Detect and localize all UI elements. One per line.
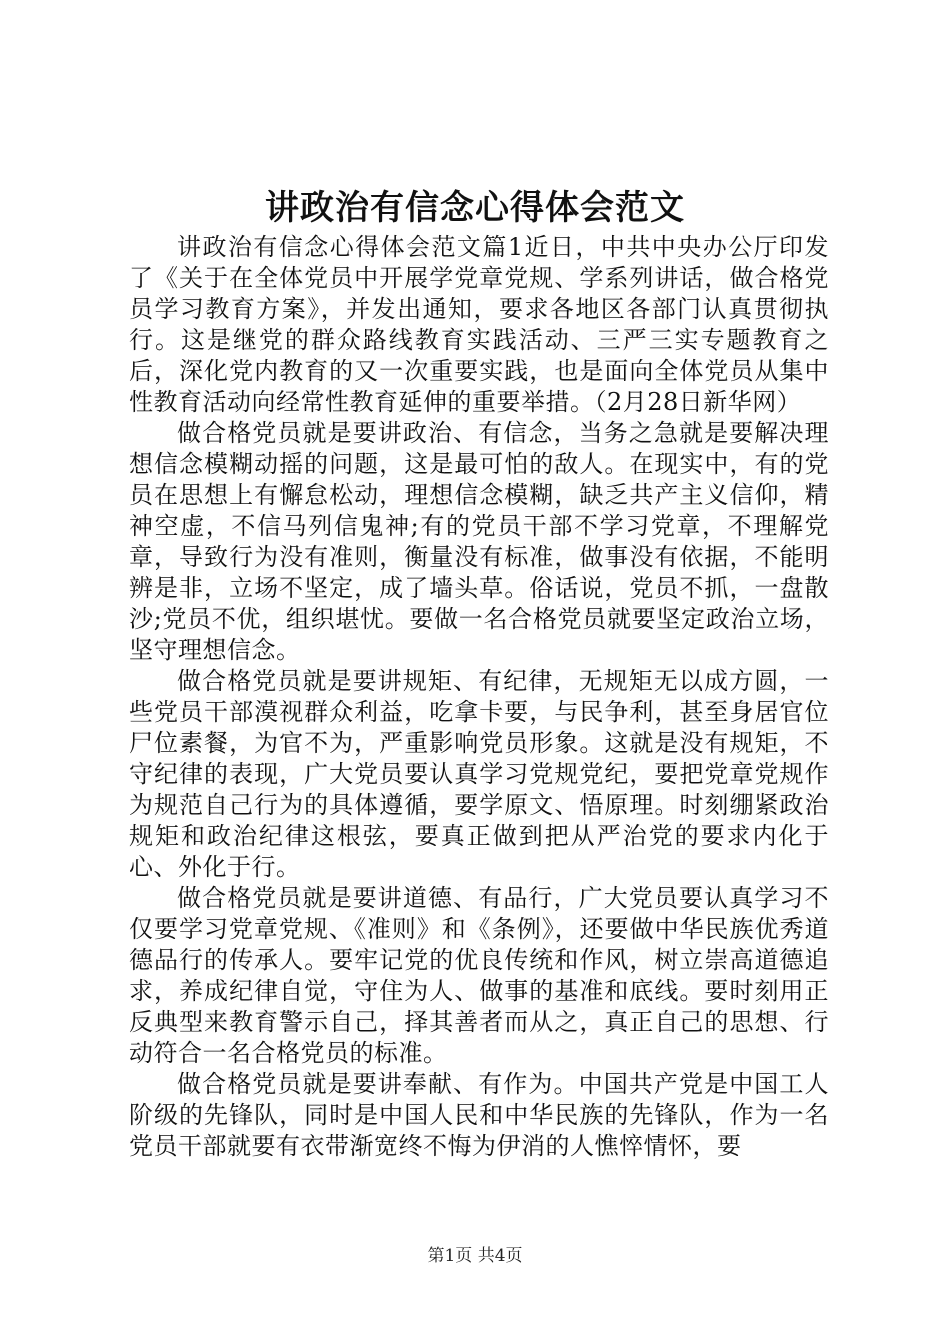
- paragraph-2: 做合格党员就是要讲政治、有信念，当务之急就是要解决理想信念模糊动摇的问题，这是最可怕的敌人。在现实中，有的党员在思想上有懈怠松动，理想信念模糊，缺乏共产主义信仰，精神空虚，不信马列信鬼神;有的党员干部不学习党章，不理解党章，导致行为没有准则，衡量没有标准，做事没有依据，不能明辨是非，立场不坚定，成了墙头草。俗话说，党员不抓，一盘散沙;党员不优，组织堪忧。要做一名合格党员就要坚定政治立场，坚守理想信念。: [129, 419, 829, 664]
- page-number-footer: 第1页 共4页: [427, 1246, 523, 1266]
- paragraph-4: 做合格党员就是要讲道德、有品行，广大党员要认真学习不仅要学习党章党规、《准则》和《条例》，还要做中华民族优秀道德品行的传承人。要牢记党的优良传统和作风，树立崇高道德追求，养成纪律自觉，守住为人、做事的基准和底线。要时刻用正反典型来教育警示自己，择其善者而从之，真正自己的思想、行动符合一名合格党员的标准。: [129, 884, 829, 1067]
- paragraph-5: 做合格党员就是要讲奉献、有作为。中国共产党是中国工人阶级的先锋队，同时是中国人民和中华民族的先锋队，作为一名党员干部就要有衣带渐宽终不悔为伊消的人憔悴情怀，要: [129, 1070, 829, 1160]
- document-body: [129, 232, 829, 1162]
- document-title: 讲政治有信念心得体会范文: [265, 188, 685, 228]
- paragraph-3: 做合格党员就是要讲规矩、有纪律，无规矩无以成方圆，一些党员干部漠视群众利益，吃拿卡要，与民争利，甚至身居官位尸位素餐，为官不为，严重影响党员形象。这就是没有规矩，不守纪律的表现，广大党员要认真学习党规党纪，要把党章党规作为规范自己行为的具体遵循，要学原文、悟原理。时刻绷紧政治规矩和政治纪律这根弦，要真正做到把从严治党的要求内化于心、外化于行。: [129, 667, 829, 881]
- paragraph-1: 讲政治有信念心得体会范文篇1近日，中共中央办公厅印发了《关于在全体党员中开展学党章党规、学系列讲话，做合格党员学习教育方案》，并发出通知，要求各地区各部门认真贯彻执行。这是继党的群众路线教育实践活动、三严三实专题教育之后，深化党内教育的又一次重要实践，也是面向全体党员从集中性教育活动向经常性教育延伸的重要举措。（2月28日新华网）: [129, 233, 829, 416]
